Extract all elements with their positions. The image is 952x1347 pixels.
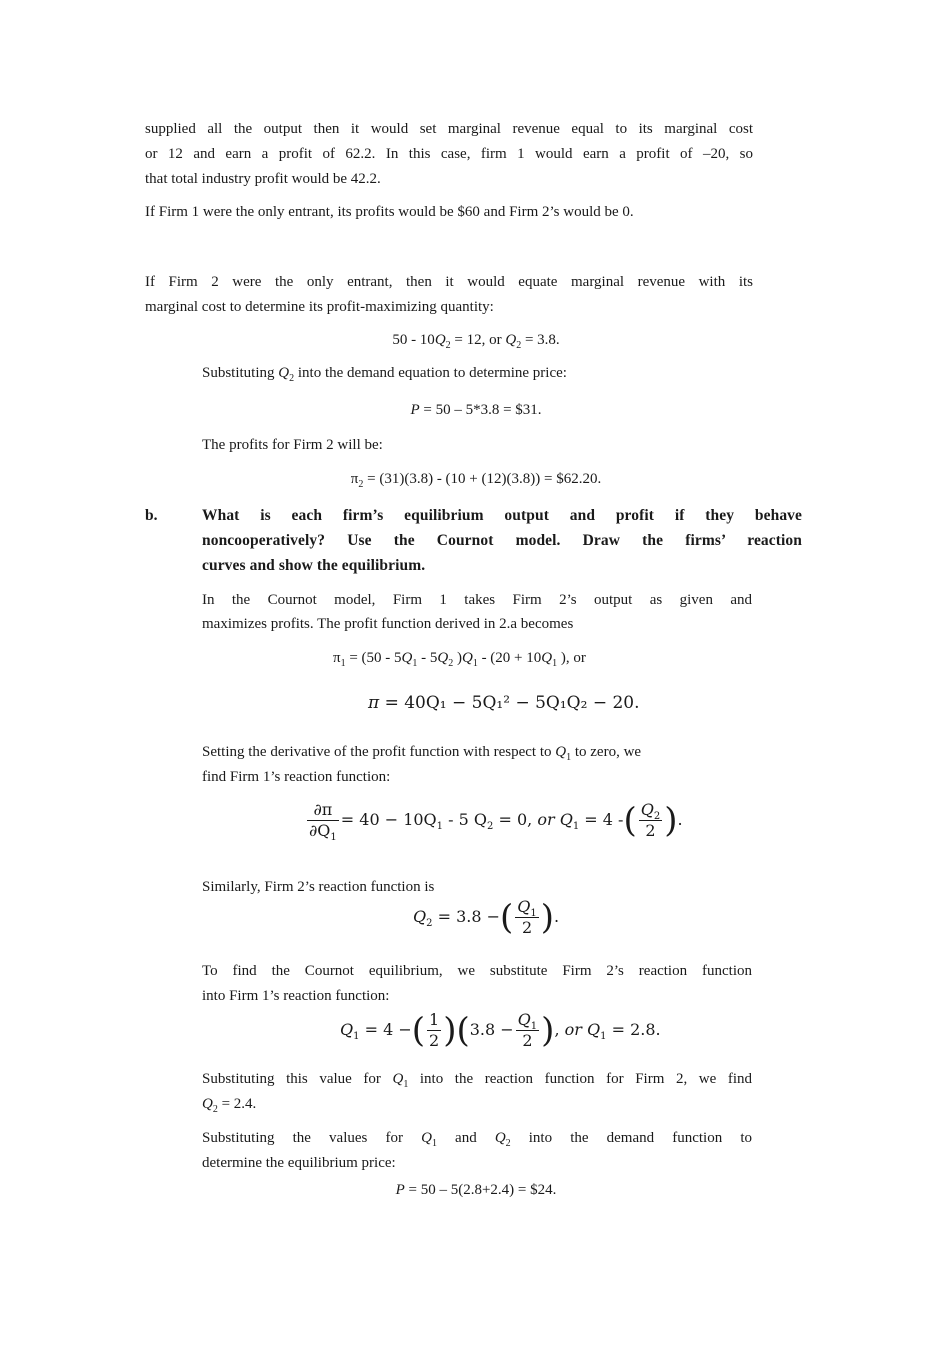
- equation-reaction-2: $Q_2 = 3.8$ −( $\frac{Q_1}{2}$ ).: [413, 897, 560, 938]
- equation-profit-2: $\pi_2 = (31)(3.8) - (10 + (12)(3.8))$ = $62.20.: [350, 471, 602, 490]
- question-line: noncooperatively? Use the Cournot model. Draw the firms’ reaction: [202, 532, 802, 549]
- paragraph-line: Setting the derivative of the profit function with respect to $Q_1$ to zero, we: [202, 744, 642, 763]
- paragraph-line: The profits for Firm 2 will be:: [202, 437, 383, 453]
- paragraph-line: If Firm 2 were the only entrant, then it would equate marginal revenue with its: [145, 274, 753, 290]
- equation-q2: $50 - 10Q_2 = 12$, or $Q_2 = 3.8$.: [392, 332, 560, 351]
- question-line: curves and show the equilibrium.: [202, 557, 426, 574]
- paragraph-line: If Firm 1 were the only entrant, its profits would be $60 and Firm 2’s would be 0.: [145, 204, 634, 220]
- equation-profit-expanded: π = 40Q₁ − 5Q₁² − 5Q₁Q₂ − 20.: [368, 693, 640, 713]
- paragraph-line: that total industry profit would be 42.2.: [145, 171, 381, 187]
- equation-profit-1: $\pi_1 = (50 - 5Q_1 - 5Q_2$ )$Q_1 - (20 + 10Q_1$ ), or: [333, 650, 586, 669]
- paragraph-line: maximizes profits. The profit function derived in 2.a becomes: [202, 616, 574, 632]
- paragraph-line: $Q_2 = 2.4$.: [202, 1096, 257, 1115]
- paragraph-line: Substituting this value for $Q_1$ into the reaction function for Firm 2, we find: [202, 1071, 752, 1090]
- paragraph-line: Substituting the values for $Q_1$ and $Q_2$ into the demand function to: [202, 1130, 752, 1149]
- paragraph-line: or 12 and earn a profit of 62.2. In this case, firm 1 would earn a profit of –20, so: [145, 146, 753, 162]
- equation-price: P = 50 – 5*3.8 = $31.: [410, 402, 542, 418]
- equation-reaction-1: $\frac{\partial\pi}{\partial Q_1}$ = $40 - 10Q_1 - 5$ $Q_2 = 0$, or $Q_1 = 4$ -( $\frac{Q_2}{2}$ ).: [309, 800, 683, 844]
- question-line: What is each firm’s equilibrium output and profit if they behave: [202, 507, 802, 524]
- question-number: b.: [145, 507, 158, 524]
- paragraph-line: supplied all the output then it would set marginal revenue equal to its marginal cost: [145, 121, 753, 137]
- equation-substitution: $Q_1 = 4$ −( $\frac{1}{2}$ )(3.8 − $\frac{Q_1}{2}$ ), or $Q_1 = 2.8$.: [340, 1010, 661, 1051]
- paragraph-line: To find the Cournot equilibrium, we substitute Firm 2’s reaction function: [202, 963, 752, 979]
- paragraph-line: determine the equilibrium price:: [202, 1155, 396, 1171]
- paragraph-line: Similarly, Firm 2’s reaction function is: [202, 879, 435, 895]
- paragraph-line: marginal cost to determine its profit-maximizing quantity:: [145, 299, 494, 315]
- paragraph-line: into Firm 1’s reaction function:: [202, 988, 390, 1004]
- paragraph-line: find Firm 1’s reaction function:: [202, 769, 391, 785]
- paragraph-line: In the Cournot model, Firm 1 takes Firm 2’s output as given and: [202, 592, 752, 608]
- paragraph-line: Substituting $Q_2$ into the demand equation to determine price:: [202, 365, 567, 384]
- equation-equilibrium-price: P = 50 – 5(2.8+2.4) = $24.: [395, 1182, 557, 1198]
